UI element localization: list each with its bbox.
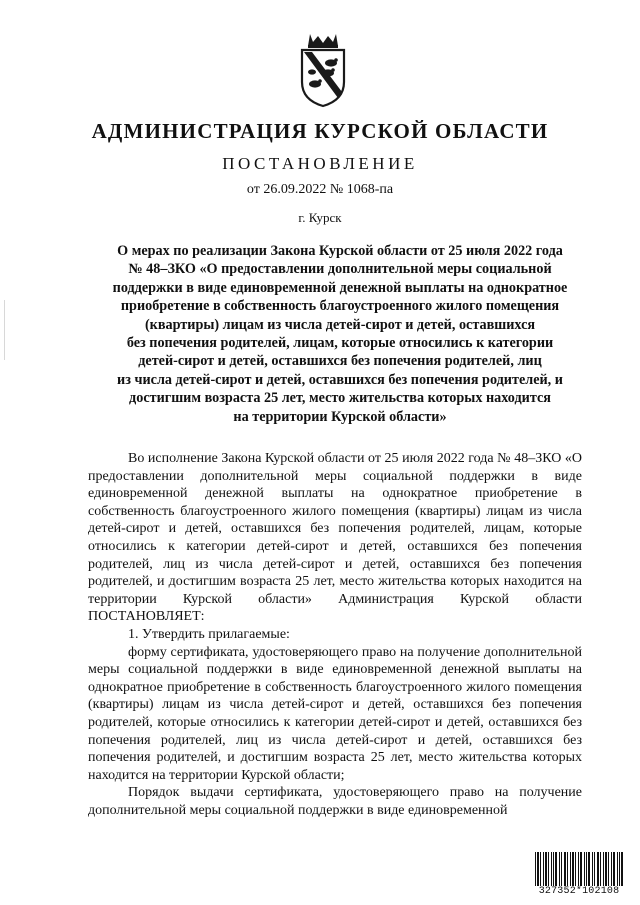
resolution-heading — [88, 242, 592, 426]
heading-line: без попечения родителей, лицам, которые относились к категории — [126, 335, 554, 352]
heading-line: достигшим возраста 25 лет, место жительства которых находится — [129, 390, 551, 407]
clause-1-paragraph: 1. Утвердить прилагаемые: — [128, 626, 290, 642]
document-body — [88, 450, 582, 819]
preamble-paragraph: Во исполнение Закона Курской области от 25 июля 2022 года № 48–ЗКО «О предоставлении дополнительной меры социальной поддержки в виде единовременной денежной выплаты на однократное приобретение в собственность благоустроенного жилого помещения (квартиры) лицам из числа детей-сирот и детей, оставшихся без попечения родителей, лицам, которые относились к категории детей-сирот и детей, оставшихся без попечения родителей, лиц из числа детей-сирот и детей, оставшихся без попечения родителей, и достигшим возраста 25 лет, место жительства которых находится на территории Курской области» Администрация Курской области ПОСТАНОВЛЯЕТ: — [88, 451, 582, 625]
barcode-icon — [534, 852, 624, 886]
heading-line: из числа детей-сирот и детей, оставшихся без попечения родителей, и — [117, 371, 563, 388]
certificate-form-paragraph: форму сертификата, удостоверяющего право на получение дополнительной меры социальной поддержки в виде единовременной денежной выплаты на однократное приобретение в собственность благоустроенного жилого помещения (квартиры) лицам из числа детей-сирот и детей, оставшихся без попечения родителей, которые относились к категории детей-сирот и детей, оставшихся без попечения родителей, лиц из числа детей-сирот и детей, оставшихся без попечения родителей, и достигшим возраста 25 лет, место жительства которых находится на территории Курской области; — [88, 644, 582, 783]
heading-line: № 48–ЗКО «О предоставлении дополнительной меры социальной — [128, 261, 552, 278]
issuance-procedure-paragraph: Порядок выдачи сертификата, удостоверяющего право на получение дополнительной меры социальной поддержки в виде единовременной — [88, 785, 582, 818]
organization-title: АДМИНИСТРАЦИЯ КУРСКОЙ ОБЛАСТИ — [91, 119, 549, 143]
document-date-number: от 26.09.2022 № 1068-па — [246, 182, 394, 197]
document-city: г. Курск — [298, 210, 342, 225]
heading-line: приобретение в собственность благоустроенного жилого помещения — [120, 298, 560, 315]
scan-artifact — [4, 300, 5, 360]
heading-line: О мерах по реализации Закона Курской области от 25 июля 2022 года — [117, 243, 563, 259]
document-barcode — [534, 852, 624, 898]
barcode-number: 327352*102108 — [538, 886, 620, 897]
document-type: ПОСТАНОВЛЕНИЕ — [222, 154, 418, 173]
heading-line: на территории Курской области» — [233, 408, 447, 425]
heading-line: поддержки в виде единовременной денежной выплаты на однократное — [112, 279, 568, 296]
heading-line: детей-сирот и детей, оставшихся без попечения родителей, лиц — [138, 353, 542, 370]
heading-line: (квартиры) лицам из числа детей-сирот и детей, оставшихся — [144, 316, 536, 333]
kursk-coat-of-arms-icon — [298, 32, 348, 108]
